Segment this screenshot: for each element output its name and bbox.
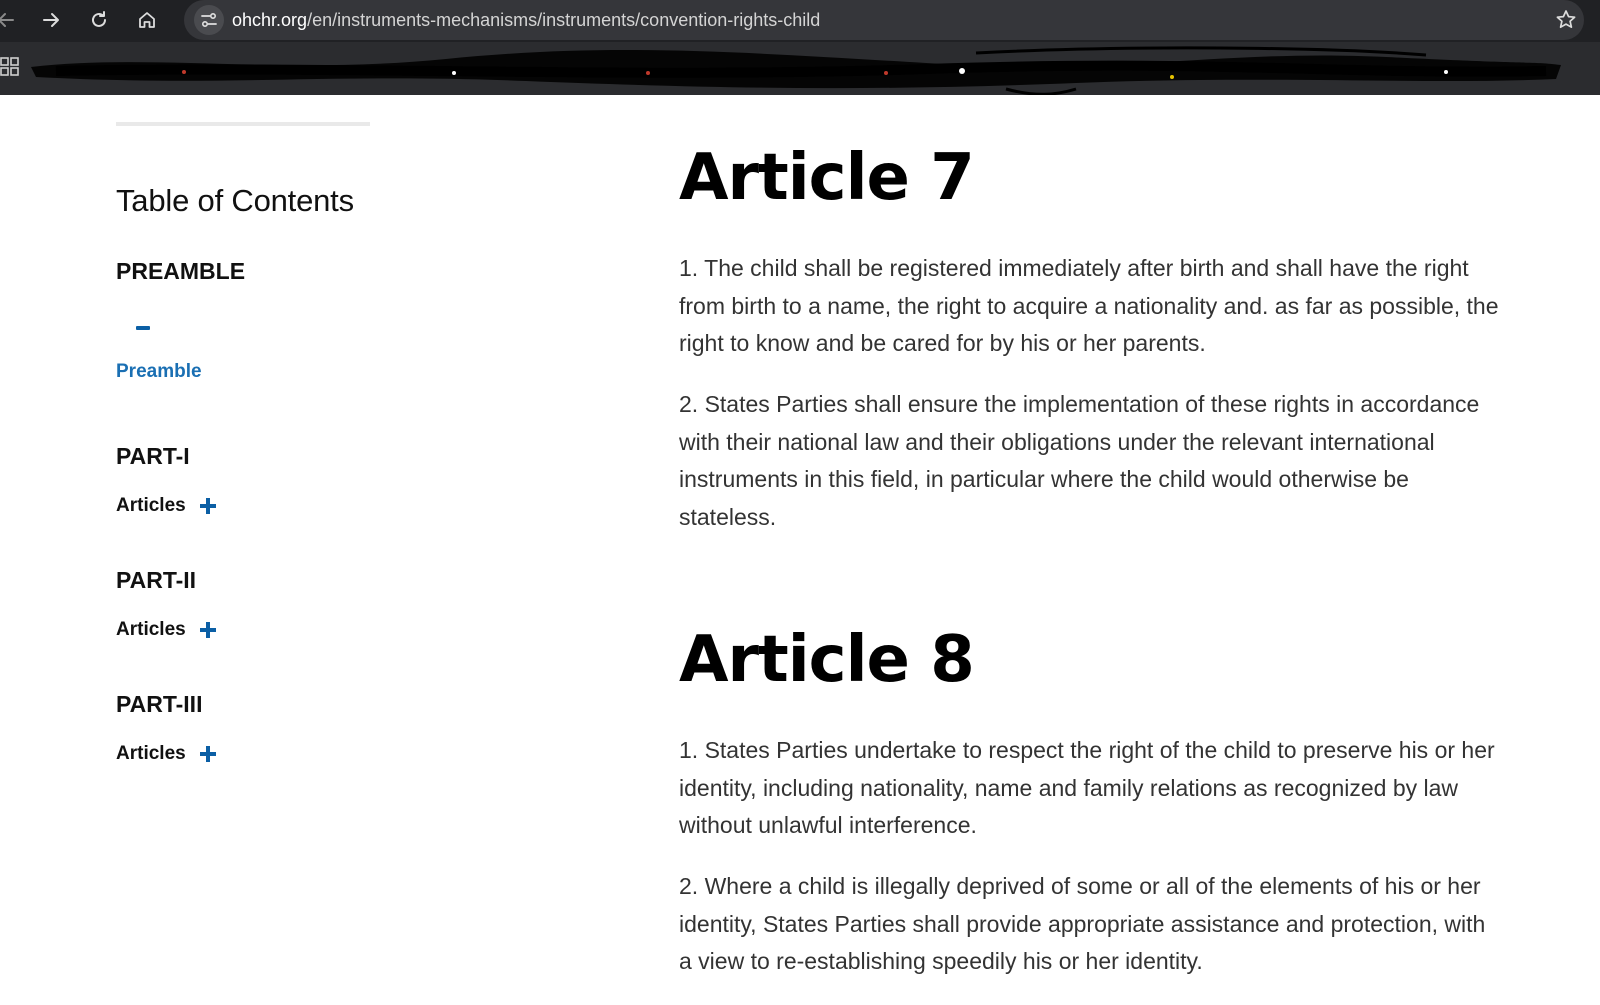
reload-button[interactable] [85, 6, 113, 34]
back-icon [0, 10, 16, 30]
article-8-paragraph-2: 2. Where a child is illegally deprived of some or all of the elements of his or her identity, States Parties shall provide appropriate assistance and protection, with a view to re-establishing speedily his or her identity. [679, 873, 1486, 974]
toc-title: Table of Contents [116, 183, 354, 218]
expand-plus-icon[interactable] [200, 622, 216, 638]
articles-label: Articles [116, 619, 186, 640]
toc-articles-toggle-part-ii[interactable] [116, 619, 216, 641]
apps-grid-icon[interactable] [0, 57, 20, 77]
sidebar-divider [116, 122, 370, 126]
articles-label: Articles [116, 743, 186, 764]
expand-plus-icon[interactable] [200, 746, 216, 762]
article-8-paragraph-1: 1. States Parties undertake to respect the right of the child to preserve his or her identity, including nationality, name and family relations as recognized by law without unlawful interference. [679, 737, 1495, 838]
articles-label: Articles [116, 495, 186, 516]
toc-link-preamble[interactable]: Preamble [116, 361, 202, 382]
back-button[interactable] [0, 6, 20, 34]
site-info-icon [200, 11, 218, 29]
article-7-heading: Article 7 [679, 141, 974, 215]
article-8-heading: Article 8 [679, 623, 974, 697]
url-path: /en/instruments-mechanisms/instruments/convention-rights-child [307, 10, 821, 30]
toc-articles-toggle-part-i[interactable] [116, 495, 216, 517]
reload-icon [89, 10, 109, 30]
browser-toolbar [0, 0, 1600, 40]
bookmark-star-icon[interactable] [1554, 8, 1578, 32]
expand-plus-icon[interactable] [200, 498, 216, 514]
home-button[interactable] [133, 6, 161, 34]
forward-button[interactable] [37, 6, 65, 34]
toc-section-part-iii: PART-III [116, 691, 203, 717]
toc-articles-toggle-part-iii[interactable] [116, 743, 216, 765]
collapse-minus-icon[interactable] [136, 326, 150, 330]
url-host: ohchr.org [232, 10, 308, 30]
home-icon [137, 10, 157, 30]
toc-section-preamble: PREAMBLE [116, 258, 246, 284]
forward-icon [41, 10, 61, 30]
article-7-paragraph-2: 2. States Parties shall ensure the implementation of these rights in accordance with their national law and their obligations under the relevant international instruments in this field, in particular where the child would otherwise be stateless. [679, 391, 1480, 530]
toc-section-part-i: PART-I [116, 443, 190, 469]
toc-section-part-ii: PART-II [116, 567, 197, 593]
site-info-button[interactable] [194, 5, 224, 35]
address-bar[interactable] [184, 0, 1584, 40]
browser-chrome [0, 0, 1600, 95]
redacted-bookmarks-scribble [26, 45, 1566, 95]
article-7-paragraph-1: 1. The child shall be registered immediately after birth and shall have the right from birth to a name, the right to acquire a nationality and. as far as possible, the right to know and be cared for by his or her parents. [679, 255, 1499, 356]
url-text[interactable] [232, 10, 820, 31]
bookmarks-bar [0, 42, 1600, 95]
